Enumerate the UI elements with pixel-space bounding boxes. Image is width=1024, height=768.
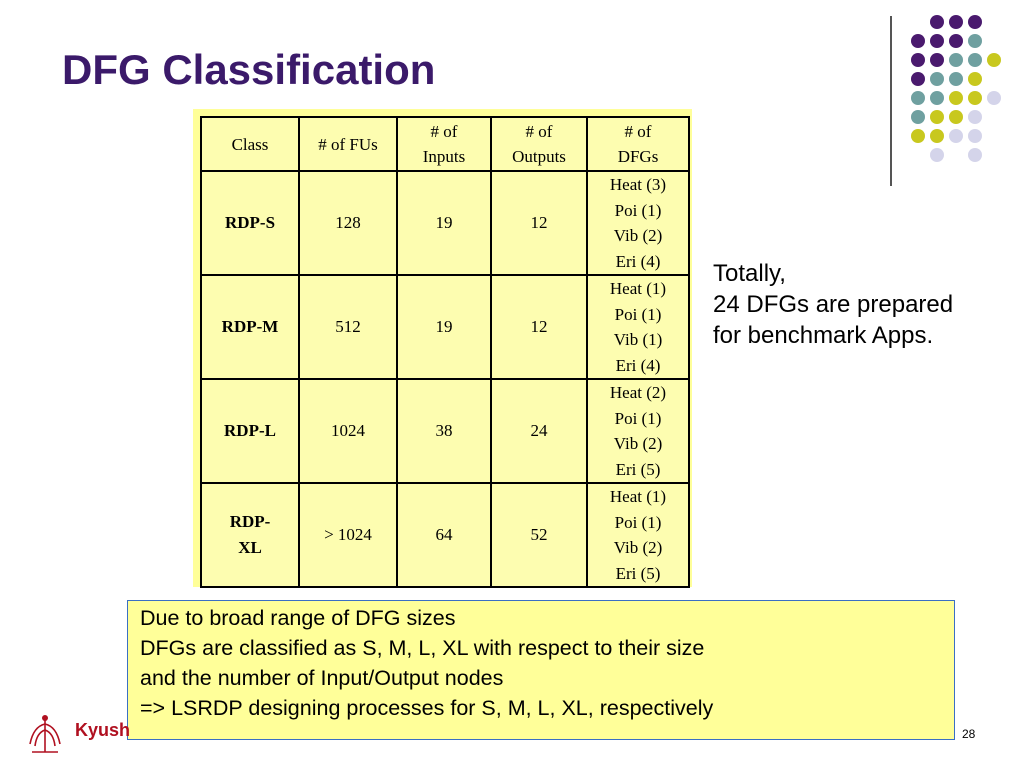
decorative-dot bbox=[968, 72, 982, 86]
header-fus: # of FUs bbox=[299, 117, 397, 171]
university-logo-icon bbox=[22, 712, 68, 758]
explanation-box bbox=[127, 600, 955, 740]
decorative-dot bbox=[911, 53, 925, 67]
decorative-dot bbox=[930, 148, 944, 162]
cell-outputs: 52 bbox=[491, 483, 587, 587]
decorative-dot bbox=[949, 72, 963, 86]
decorative-dot bbox=[968, 129, 982, 143]
dfg-item: Heat (1) bbox=[609, 487, 667, 506]
cell-fus: 1024 bbox=[299, 379, 397, 483]
decorative-dot bbox=[949, 129, 963, 143]
decorative-dot bbox=[968, 110, 982, 124]
cell-outputs: 12 bbox=[491, 171, 587, 275]
header-outputs: # of Outputs bbox=[491, 117, 587, 171]
explanation-line: and the number of Input/Output nodes bbox=[140, 666, 504, 690]
cell-inputs: 64 bbox=[397, 483, 491, 587]
dfg-item: Vib (2) bbox=[613, 434, 663, 453]
slide-title: DFG Classification bbox=[62, 46, 436, 93]
cell-fus: > 1024 bbox=[299, 483, 397, 587]
decorative-dot bbox=[949, 15, 963, 29]
dfg-item: Eri (4) bbox=[615, 251, 661, 271]
page-number: 28 bbox=[962, 727, 976, 741]
table-row bbox=[201, 171, 689, 275]
dfg-classification-table bbox=[200, 116, 690, 588]
dfg-item: Eri (5) bbox=[615, 459, 661, 479]
dfg-item: Vib (1) bbox=[613, 330, 663, 349]
decorative-dot bbox=[911, 34, 925, 48]
decorative-dot bbox=[987, 91, 1001, 105]
dfg-item: Poi (1) bbox=[614, 304, 662, 324]
dfg-item: Heat (1) bbox=[609, 279, 667, 298]
decorative-dot bbox=[968, 53, 982, 67]
decorative-dot bbox=[968, 91, 982, 105]
header-class: Class bbox=[201, 117, 299, 171]
table-row bbox=[201, 275, 689, 379]
decorative-dot bbox=[911, 91, 925, 105]
cell-class: RDP- XL bbox=[201, 483, 299, 587]
cell-dfgs bbox=[587, 483, 689, 587]
table-header-row bbox=[201, 117, 689, 171]
dfg-item: Poi (1) bbox=[614, 408, 662, 428]
cell-dfgs bbox=[587, 275, 689, 379]
dfg-item: Heat (3) bbox=[609, 175, 667, 194]
table-row bbox=[201, 379, 689, 483]
explanation-line: DFGs are classified as S, M, L, XL with respect to their size bbox=[140, 636, 705, 660]
decorative-dot bbox=[911, 110, 925, 124]
decorative-dot bbox=[949, 110, 963, 124]
cell-outputs: 12 bbox=[491, 275, 587, 379]
decorative-dot bbox=[930, 15, 944, 29]
cell-inputs: 19 bbox=[397, 275, 491, 379]
decorative-vertical-rule bbox=[890, 16, 892, 186]
decorative-dot bbox=[949, 91, 963, 105]
decorative-dot bbox=[930, 72, 944, 86]
dfg-item: Heat (2) bbox=[609, 383, 667, 402]
cell-class: RDP-S bbox=[201, 171, 299, 275]
header-dfgs: # of DFGs bbox=[587, 117, 689, 171]
decorative-dot bbox=[968, 34, 982, 48]
dfg-item: Eri (4) bbox=[615, 355, 661, 375]
decorative-dot bbox=[930, 34, 944, 48]
cell-class: RDP-L bbox=[201, 379, 299, 483]
dfg-item: Poi (1) bbox=[614, 200, 662, 220]
summary-line: for benchmark Apps. bbox=[713, 322, 934, 349]
explanation-line: => LSRDP designing processes for S, M, L, XL, respectively bbox=[140, 696, 714, 720]
cell-dfgs bbox=[587, 379, 689, 483]
summary-line: Totally, bbox=[713, 260, 786, 287]
cell-dfgs bbox=[587, 171, 689, 275]
cell-fus: 512 bbox=[299, 275, 397, 379]
summary-note bbox=[713, 258, 953, 351]
footer-institution-text: Kyush bbox=[75, 720, 131, 740]
decorative-dot bbox=[949, 34, 963, 48]
table-row bbox=[201, 483, 689, 587]
decorative-dot bbox=[968, 15, 982, 29]
decorative-dot bbox=[930, 53, 944, 67]
decorative-dot bbox=[968, 148, 982, 162]
cell-class: RDP-M bbox=[201, 275, 299, 379]
cell-outputs: 24 bbox=[491, 379, 587, 483]
summary-line: 24 DFGs are prepared bbox=[713, 291, 954, 318]
decorative-dot bbox=[930, 91, 944, 105]
dfg-item: Vib (2) bbox=[613, 538, 663, 557]
decorative-dot bbox=[930, 129, 944, 143]
header-inputs: # of Inputs bbox=[397, 117, 491, 171]
decorative-dot bbox=[930, 110, 944, 124]
decorative-dot bbox=[949, 53, 963, 67]
dfg-item: Eri (5) bbox=[615, 563, 661, 583]
explanation-line: Due to broad range of DFG sizes bbox=[140, 606, 456, 630]
cell-fus: 128 bbox=[299, 171, 397, 275]
dfg-item: Poi (1) bbox=[614, 512, 662, 532]
decorative-dot bbox=[987, 53, 1001, 67]
cell-inputs: 38 bbox=[397, 379, 491, 483]
decorative-dot bbox=[911, 72, 925, 86]
decorative-dot bbox=[911, 129, 925, 143]
cell-inputs: 19 bbox=[397, 171, 491, 275]
dfg-table-container bbox=[193, 109, 692, 587]
dfg-item: Vib (2) bbox=[613, 226, 663, 245]
